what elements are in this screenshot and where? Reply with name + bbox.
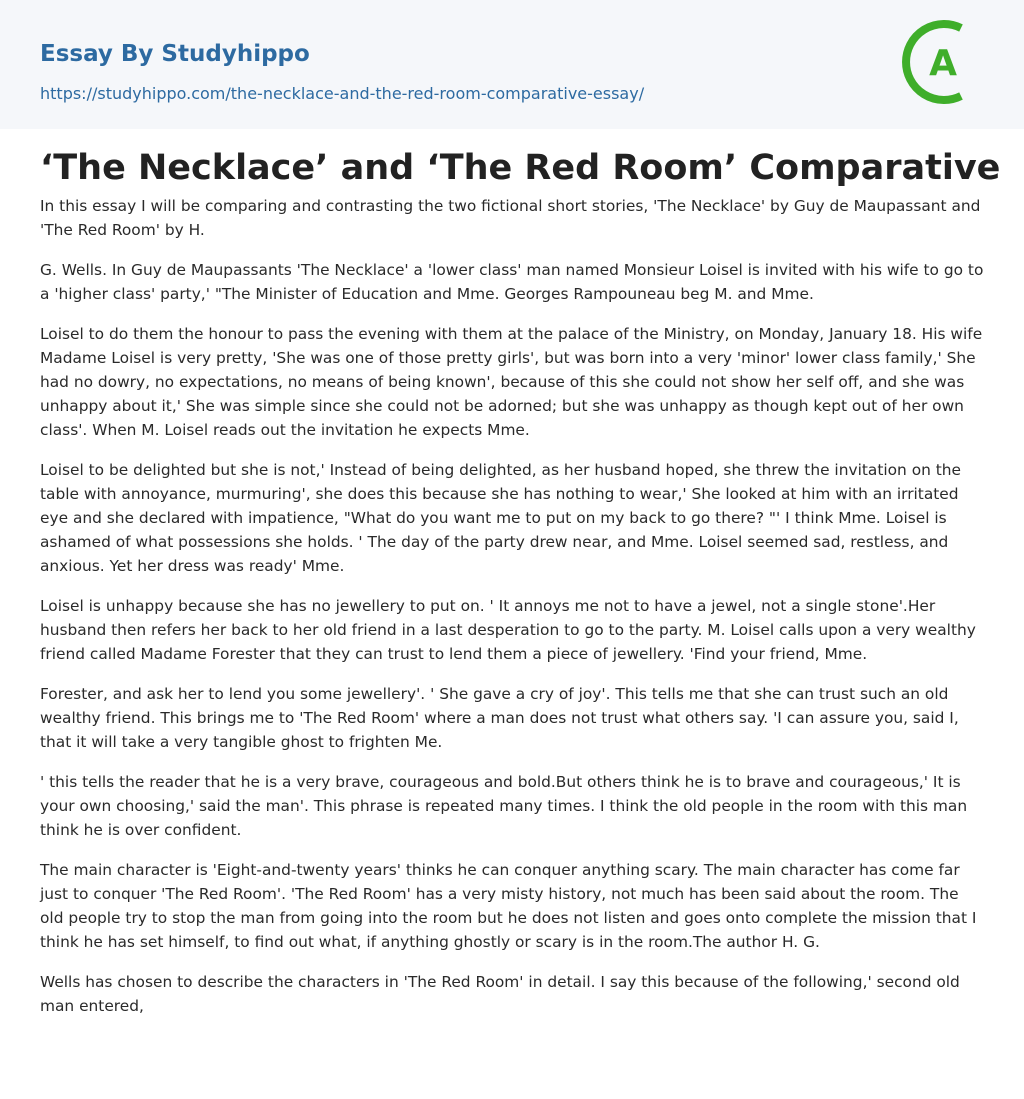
essay-title: ‘The Necklace’ and ‘The Red Room’ Comparative [40,148,1001,188]
essay-paragraph: Forester, and ask her to lend you some jewellery'. ' She gave a cry of joy'. This tells me that she can trust such an old wealthy friend. This brings me to 'The Red Room' where a man does not trust what others say. 'I can assure you, said I, that it will take a very tangible ghost to frighten Me. [40,685,959,751]
essay-paragraph: In this essay I will be comparing and contrasting the two fictional short stories, 'The Necklace' by Guy de Maupassant and 'The Red Room' by H. [40,197,981,239]
essay-body [40,194,984,1034]
essay-paragraph: The main character is 'Eight-and-twenty years' thinks he can conquer anything scary. The main character has come far just to conquer 'The Red Room'. 'The Red Room' has a very misty history, not much has been said about the room. The old people try to stop the man from going into the room but he does not listen and goes onto complete the mission that I think he has set himself, to find out what, if anything ghostly or scary is in the room.The author H. G. [40,861,977,951]
source-url-link[interactable]: https://studyhippo.com/the-necklace-and-the-red-room-comparative-essay/ [40,84,645,103]
essay-paragraph: Loisel is unhappy because she has no jewellery to put on. ' It annoys me not to have a jewel, not a single stone'.Her husband then refers her back to her old friend in a last desperation to go to the party. M. Loisel calls upon a very wealthy friend called Madame Forester that they can trust to lend them a piece of jewellery. 'Find your friend, Mme. [40,597,976,663]
essay-paragraph: Loisel to do them the honour to pass the evening with them at the palace of the Ministry, on Monday, January 18. His wife Madame Loisel is very pretty, 'She was one of those pretty girls', but was born into a very 'minor' lower class family,' She had no dowry, no expectations, no means of being known', because of this she could not show her self off, and she was unhappy about it,' She was simple since she could not be adorned; but she was unhappy as though kept out of her own class'. When M. Loisel reads out the invitation he expects Mme. [40,325,983,439]
brand-name[interactable]: Essay By Studyhippo [40,41,310,67]
essay-paragraph: Wells has chosen to describe the characters in 'The Red Room' in detail. I say this because of the following,' second old man entered, [40,973,960,1015]
essay-paragraph: ' this tells the reader that he is a very brave, courageous and bold.But others think he is to brave and courageous,' It is your own choosing,' said the man'. This phrase is repeated many times. I think the old people in the room with this man think he is over confident. [40,773,968,839]
logo-letter: A [929,43,957,84]
essay-paragraph: Loisel to be delighted but she is not,' Instead of being delighted, as her husband hoped, she threw the invitation on the table with annoyance, murmuring', she does this because she has nothing to wear,' She looked at him with an irritated eye and she declared with impatience, "What do you want me to put on my back to go there? "' I think Mme. Loisel is ashamed of what possessions she holds. ' The day of the party drew near, and Mme. Loisel seemed sad, restless, and anxious. Yet her dress was ready' Mme. [40,461,962,575]
essay-paragraph: G. Wells. In Guy de Maupassants 'The Necklace' a 'lower class' man named Monsieur Loisel is invited with his wife to go to a 'higher class' party,' "The Minister of Education and Mme. Georges Rampouneau beg M. and Mme. [40,261,984,303]
